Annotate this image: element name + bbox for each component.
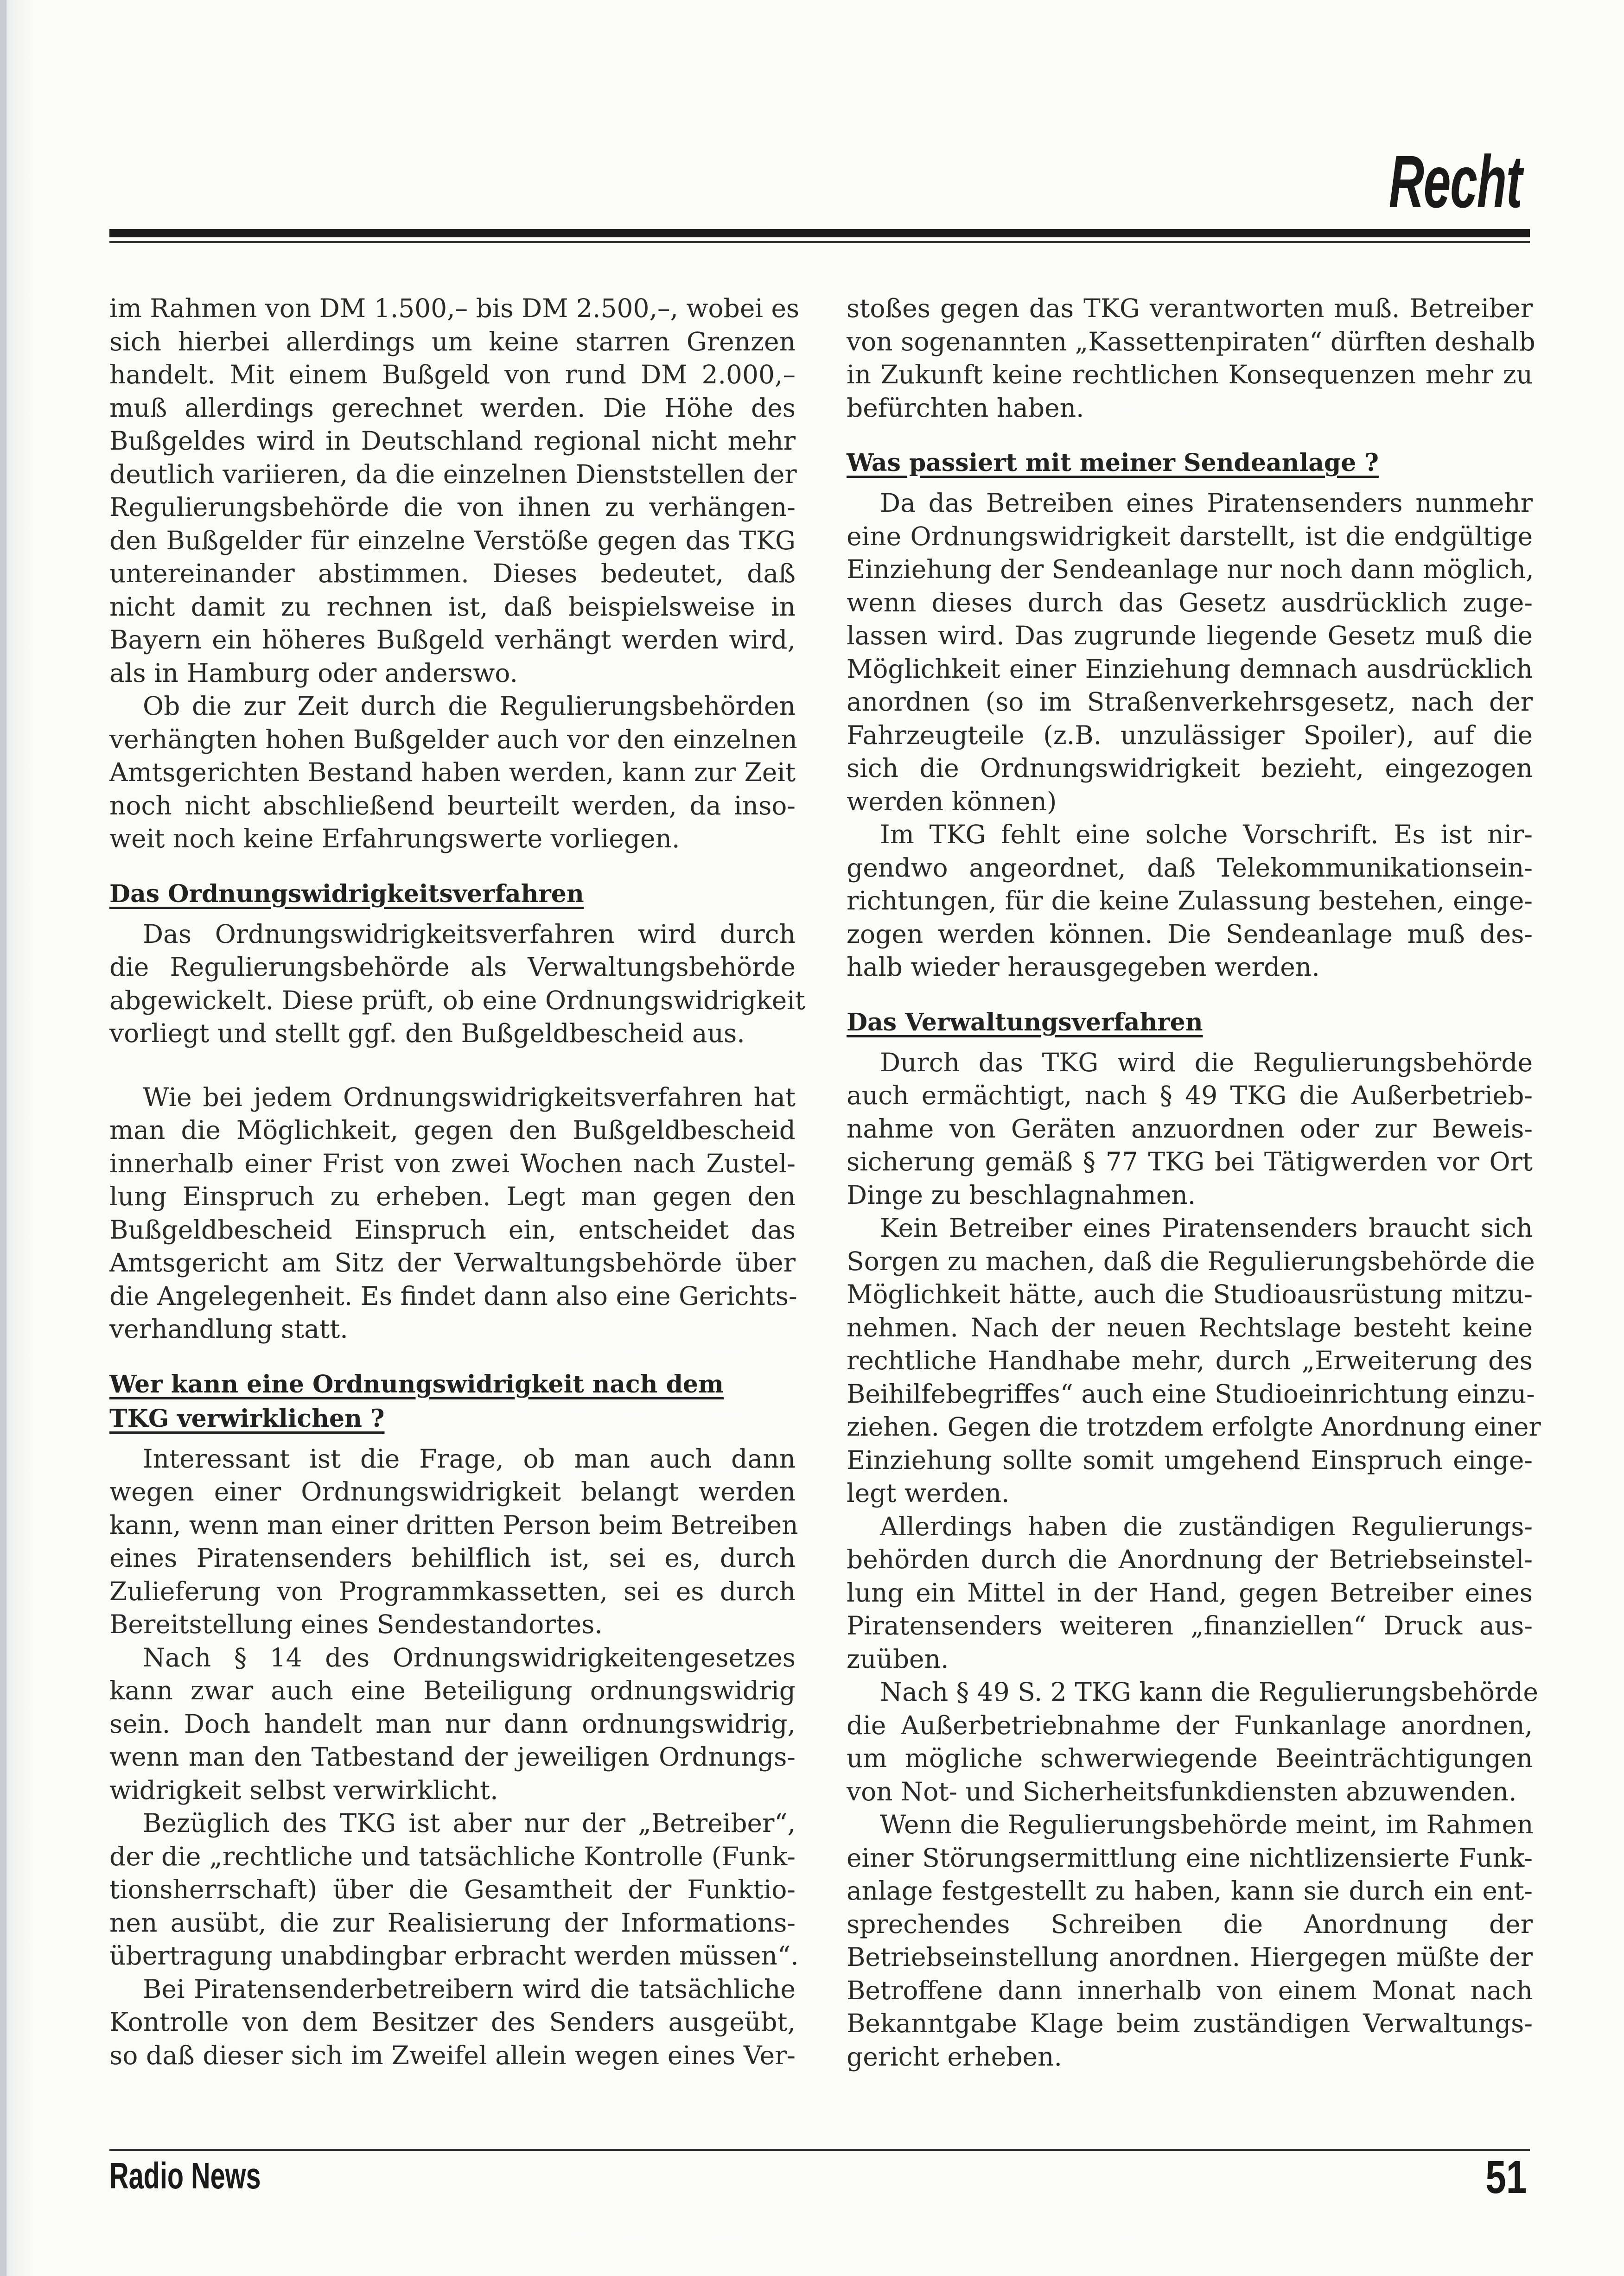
text-line: nen ausübt, die zur Realisierung der Informations- [109,1907,796,1938]
text-line: Wenn die Regulierungsbehörde meint, im Rahmen [880,1810,1534,1839]
paragraph [109,690,796,856]
page-number: 51 [1485,2151,1527,2203]
text-line: zuüben. [847,1644,949,1674]
text-line: nehmen. Nach der neuen Rechtslage besteht keine [847,1312,1533,1342]
section-heading [847,446,1533,480]
text-line: Einziehung der Sendeanlage nur noch dann möglich, [847,554,1534,584]
text-line: sein. Doch handelt man nur dann ordnungswidrig, [109,1709,796,1739]
text-line: um mögliche schwerwiegende Beeinträchtigungen [847,1743,1533,1773]
paragraph [847,292,1533,425]
text-line: lung ein Mittel in der Hand, gegen Betreiber eines [847,1577,1533,1608]
text-line: übertragung unabdingbar erbracht werden müssen“. [109,1941,799,1971]
text-line: Interessant ist die Frage, ob man auch dann [143,1443,796,1474]
text-line: Amtsgericht am Sitz der Verwaltungsbehörde über [109,1248,796,1278]
text-line: lung Einspruch zu erheben. Legt man gegen den [109,1182,796,1211]
text-line: nahme von Geräten anzuordnen oder zur Beweis- [847,1113,1533,1144]
text-line: Möglichkeit einer Einziehung demnach ausdrücklich [847,654,1533,684]
text-line: muß allerdings gerechnet werden. Die Höhe des [109,393,796,423]
text-line: Amtsgerichten Bestand haben werden, kann zur Zeit [109,757,796,787]
text-line: sich hierbei allerdings um keine starren Grenzen [109,326,796,356]
text-line: Sorgen zu machen, daß die Regulierungsbehörde die [847,1246,1535,1276]
text-line: Durch das TKG wird die Regulierungsbehörde [880,1047,1533,1077]
text-line: Piratensenders weiteren „finanziellen“ Druck aus- [847,1611,1533,1640]
heading-line: Das Verwaltungsverfahren [847,1008,1203,1036]
paragraph [847,818,1533,984]
text-line: behörden durch die Anordnung der Betriebseinstel- [847,1545,1533,1574]
text-line: noch nicht abschließend beurteilt werden, da inso- [109,790,796,820]
text-line: Im TKG fehlt eine solche Vorschrift. Es ist nir- [880,820,1533,849]
text-line: Betriebseinstellung anordnen. Hiergegen müßte der [847,1942,1533,1972]
text-line: Kein Betreiber eines Piratensenders braucht sich [880,1213,1533,1243]
article-column-right [847,292,1541,2073]
text-line: tionsherrschaft) über die Gesamtheit der Funktio- [109,1875,796,1904]
scan-binding-edge [0,0,6,2276]
text-line: Beihilfebegriffes“ auch eine Studioeinrichtung einzu- [847,1379,1535,1409]
text-line: befürchten haben. [847,393,1084,423]
paragraph [847,487,1533,818]
text-line: legt werden. [847,1478,1010,1508]
text-line: im Rahmen von DM 1.500,– bis DM 2.500,–, wobei es [109,293,800,323]
text-line: widrigkeit selbst verwirklicht. [109,1775,498,1805]
text-line: Bußgeldes wird in Deutschland regional nicht mehr [109,426,796,456]
text-line: von sogenannten „Kassettenpiraten“ dürften deshalb [847,326,1535,356]
text-line: sicherung gemäß § 77 TKG bei Tätigwerden vor Ort [847,1147,1533,1176]
text-line: Allerdings haben die zuständigen Regulierungs- [880,1511,1533,1541]
text-line: gendwo angeordnet, daß Telekommunikationsein- [847,852,1533,883]
text-line: handelt. Mit einem Bußgeld von rund DM 2.000,– [109,360,796,389]
heading-line: Wer kann eine Ordnungswidrigkeit nach dem [109,1370,724,1399]
text-line: weit noch keine Erfahrungswerte vorliegen. [109,824,680,853]
text-line: die Regulierungsbehörde als Verwaltungsbehörde [109,952,796,982]
text-line: Nach § 49 S. 2 TKG kann die Regulierungsbehörde [880,1677,1538,1707]
text-line: kann, wenn man einer dritten Person beim Betreiben [109,1510,798,1540]
text-line: einer Störungsermittlung eine nichtlizensierte Funk- [847,1843,1533,1873]
text-line: als in Hamburg oder anderswo. [109,658,518,688]
heading-line: Was passiert mit meiner Sendeanlage ? [847,449,1379,477]
text-line: kann zwar auch eine Beteiligung ordnungswidrig [109,1676,796,1705]
text-line: Bayern ein höheres Bußgeld verhängt werden wird, [109,625,796,655]
text-line: Da das Betreiben eines Piratensenders nunmehr [880,488,1533,518]
text-line: wenn man den Tatbestand der jeweiligen Ordnungs- [109,1742,796,1772]
text-line: Ob die zur Zeit durch die Regulierungsbehörden [143,691,796,721]
section-heading [847,1005,1533,1040]
heading-line: Das Ordnungswidrigkeitsverfahren [109,879,584,908]
paragraph [109,292,800,690]
text-line: nicht damit zu rechnen ist, daß beispielsweise in [109,591,796,622]
text-line: ziehen. Gegen die trotzdem erfolgte Anordnung einer [847,1412,1541,1442]
paragraph [109,1973,796,2073]
text-line: in Zukunft keine rechtlichen Konsequenzen mehr zu [847,360,1533,389]
text-line: anlage festgestellt zu haben, kann sie durch ein ent- [847,1876,1533,1906]
section-title: Recht [1389,140,1522,223]
paragraph [109,1081,796,1346]
paragraph [847,1510,1533,1676]
text-line: wenn dieses durch das Gesetz ausdrücklich zuge- [847,587,1533,617]
text-line: Bekanntgabe Klage beim zuständigen Verwaltungs- [847,2009,1533,2038]
text-line: lassen wird. Das zugrunde liegende Gesetz muß die [847,621,1533,650]
text-line: Kontrolle von dem Besitzer des Senders ausgeübt, [109,2007,796,2037]
text-line: untereinander abstimmen. Dieses bedeutet, daß [109,559,796,588]
header-rule-thin [109,241,1530,243]
section-heading [109,1367,796,1436]
paragraph [847,1676,1538,1808]
text-line: vorliegt und stellt ggf. den Bußgeldbescheid aus. [109,1018,745,1048]
text-line: auch ermächtigt, nach § 49 TKG die Außerbetrieb- [847,1081,1533,1110]
text-line: Fahrzeugteile (z.B. unzulässiger Spoiler), auf die [847,720,1533,750]
text-line: Das Ordnungswidrigkeitsverfahren wird durch [143,919,796,949]
paragraph-gap [109,1050,796,1081]
text-line: von Not- und Sicherheitsfunkdiensten abzuwenden. [847,1776,1517,1806]
text-line: deutlich variieren, da die einzelnen Dienststellen der [109,459,797,489]
text-line: die Angelegenheit. Es findet dann also eine Gerichts- [109,1281,797,1311]
text-line: Zulieferung von Programmkassetten, sei es durch [109,1576,796,1606]
text-line: verhandlung statt. [109,1314,348,1344]
text-line: die Außerbetriebnahme der Funkanlage anordnen, [847,1710,1533,1740]
text-line: verhängten hohen Bußgelder auch vor den einzelnen [109,724,797,754]
paragraph [109,918,805,1050]
text-line: Bezüglich des TKG ist aber nur der „Betreiber“, [143,1808,796,1838]
text-line: rechtliche Handhabe mehr, durch „Erweiterung des [847,1346,1533,1375]
magazine-name: Radio News [109,2155,261,2196]
text-line: Einziehung sollte somit umgehend Einspruch einge- [847,1445,1533,1475]
text-line: Regulierungsbehörde die von ihnen zu verhängen- [109,492,796,522]
text-line: Betroffene dann innerhalb von einem Monat nach [847,1975,1533,2005]
text-line: Wie bei jedem Ordnungswidrigkeitsverfahren hat [143,1082,796,1112]
text-line: Dinge zu beschlagnahmen. [847,1180,1196,1210]
heading-line: TKG verwirklichen ? [109,1404,385,1433]
text-line: abgewickelt. Diese prüft, ob eine Ordnungswidrigkeit [109,985,805,1015]
text-line: eine Ordnungswidrigkeit darstellt, ist die endgültige [847,521,1533,551]
paragraph [847,1212,1541,1510]
text-line: zogen werden können. Die Sendeanlage muß des- [847,919,1533,949]
text-line: Bereitstellung eines Sendestandortes. [109,1609,603,1639]
text-line: Möglichkeit hätte, auch die Studioausrüstung mitzu- [847,1279,1533,1309]
text-line: eines Piratensenders behilflich ist, sei es, durch [109,1543,796,1573]
text-line: innerhalb einer Frist von zwei Wochen nach Zustel- [109,1148,796,1178]
paragraph [109,1641,796,1807]
text-line: sich die Ordnungswidrigkeit bezieht, eingezogen [847,753,1533,783]
text-line: der die „rechtliche und tatsächliche Kontrolle (Funk- [109,1841,796,1871]
text-line: Bei Piratensenderbetreibern wird die tatsächliche [143,1974,796,2004]
text-line: halb wieder herausgegeben werden. [847,952,1320,982]
text-line: Nach § 14 des Ordnungswidrigkeitengesetzes [143,1642,796,1672]
text-line: den Bußgelder für einzelne Verstöße gegen das TKG [109,525,796,555]
text-line: gericht erheben. [847,2041,1062,2072]
text-line: stoßes gegen das TKG verantworten muß. Betreiber [847,293,1533,323]
text-line: richtungen, für die keine Zulassung bestehen, einge- [847,886,1533,915]
header-rule-thick [109,229,1530,237]
article-column-left [109,292,805,2072]
text-line: so daß dieser sich im Zweifel allein wegen eines Ver- [109,2040,796,2070]
paragraph [847,1046,1533,1212]
text-line: Bußgeldbescheid Einspruch ein, entscheidet das [109,1214,796,1245]
section-heading [109,877,796,911]
paragraph [847,1808,1533,2073]
text-line: wegen einer Ordnungswidrigkeit belangt werden [109,1477,796,1507]
text-line: werden können) [847,786,1057,816]
text-line: sprechendes Schreiben die Anordnung der [847,1909,1533,1939]
text-line: man die Möglichkeit, gegen den Bußgeldbescheid [109,1115,796,1145]
paragraph [109,1443,796,1641]
text-line: anordnen (so im Straßenverkehrsgesetz, nach der [847,687,1533,717]
footer-rule [109,2149,1530,2151]
paragraph [109,1807,799,1973]
